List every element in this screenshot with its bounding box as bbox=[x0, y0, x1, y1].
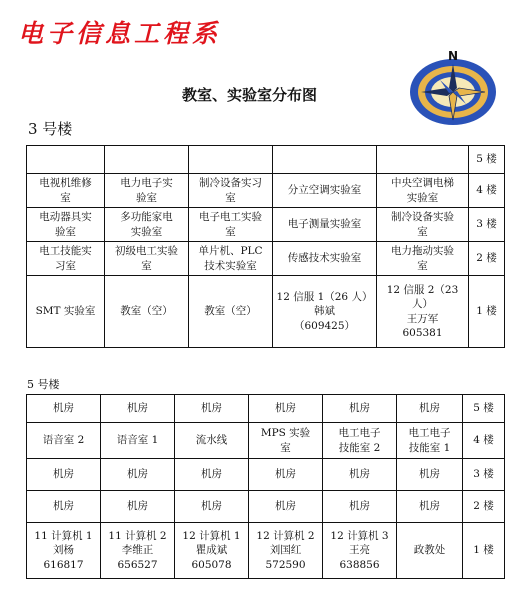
room-text: 机房 bbox=[419, 500, 440, 513]
floor-row bbox=[27, 523, 505, 579]
room-text: 电子电工实验 bbox=[199, 211, 262, 224]
room-cell bbox=[27, 208, 105, 242]
page-title: 教室、实验室分布图 bbox=[182, 86, 318, 104]
room-cell bbox=[273, 146, 377, 174]
room-cell bbox=[323, 491, 397, 523]
room-text: 制冷设备实验 bbox=[391, 211, 454, 224]
floor-row bbox=[27, 423, 505, 459]
floor-label: 3 楼 bbox=[463, 459, 505, 491]
room-text: 人） bbox=[412, 298, 433, 311]
room-cell bbox=[27, 146, 105, 174]
room-text: 656527 bbox=[117, 558, 158, 571]
room-cell bbox=[105, 242, 189, 276]
floor-label: 5 楼 bbox=[469, 146, 505, 174]
building-3-label: 3 号楼 bbox=[28, 120, 73, 138]
room-text: 12 计算机 3 bbox=[330, 530, 389, 543]
room-cell bbox=[397, 459, 463, 491]
room-text: 韩斌 bbox=[314, 305, 335, 318]
room-text: 11 计算机 1 bbox=[34, 530, 93, 543]
room-text: 638856 bbox=[339, 558, 380, 571]
room-cell bbox=[105, 276, 189, 348]
room-text: 机房 bbox=[419, 402, 440, 415]
room-text: 572590 bbox=[265, 558, 306, 571]
room-cell bbox=[273, 208, 377, 242]
room-cell bbox=[27, 174, 105, 208]
room-text: 语音室 2 bbox=[42, 434, 85, 447]
room-text: 11 计算机 2 bbox=[108, 530, 167, 543]
room-text: 机房 bbox=[53, 402, 74, 415]
room-text: 机房 bbox=[127, 402, 148, 415]
compass-icon bbox=[407, 48, 499, 128]
room-cell bbox=[397, 395, 463, 423]
floor-row bbox=[27, 146, 505, 174]
room-cell bbox=[323, 423, 397, 459]
room-text: 机房 bbox=[127, 468, 148, 481]
building-3-table bbox=[26, 145, 505, 348]
room-cell bbox=[27, 491, 101, 523]
room-text: 室 bbox=[417, 225, 428, 238]
room-text: 技能室 1 bbox=[408, 441, 451, 454]
room-cell bbox=[377, 174, 469, 208]
room-cell bbox=[273, 174, 377, 208]
room-text: 机房 bbox=[419, 468, 440, 481]
room-cell bbox=[273, 242, 377, 276]
room-cell bbox=[323, 459, 397, 491]
floor-label: 1 楼 bbox=[463, 523, 505, 579]
compass-north-label: N bbox=[447, 49, 459, 63]
room-cell bbox=[377, 276, 469, 348]
room-text: 605381 bbox=[402, 326, 443, 339]
floor-label: 5 楼 bbox=[463, 395, 505, 423]
room-text: 机房 bbox=[53, 468, 74, 481]
room-text: 室 bbox=[225, 191, 236, 204]
room-cell bbox=[397, 491, 463, 523]
room-cell bbox=[175, 395, 249, 423]
floor-label: 2 楼 bbox=[469, 242, 505, 276]
department-title: 电子信息工程系 bbox=[18, 19, 222, 48]
room-text: 机房 bbox=[201, 500, 222, 513]
room-text: 电力拖动实验 bbox=[391, 245, 454, 258]
room-text: 电工电子 bbox=[338, 427, 381, 440]
room-text: 机房 bbox=[349, 402, 370, 415]
room-cell bbox=[101, 523, 175, 579]
room-cell bbox=[101, 395, 175, 423]
floor-row bbox=[27, 174, 505, 208]
room-cell bbox=[189, 242, 273, 276]
room-cell bbox=[249, 395, 323, 423]
room-text: 机房 bbox=[201, 468, 222, 481]
room-text: 12 信服 1（26 人） bbox=[276, 291, 373, 304]
floor-row bbox=[27, 242, 505, 276]
room-text: 室 bbox=[60, 191, 71, 204]
room-cell bbox=[175, 523, 249, 579]
room-cell bbox=[377, 242, 469, 276]
room-cell bbox=[105, 146, 189, 174]
room-text: 分立空调实验室 bbox=[287, 184, 362, 197]
room-cell bbox=[397, 523, 463, 579]
room-text: 机房 bbox=[275, 500, 296, 513]
room-cell bbox=[101, 491, 175, 523]
room-text: 流水线 bbox=[195, 434, 228, 447]
room-cell bbox=[101, 423, 175, 459]
room-text: 刘杨 bbox=[53, 544, 74, 557]
room-text: 教室（空） bbox=[204, 305, 257, 318]
room-text: 室 bbox=[225, 225, 236, 238]
room-text: 传感技术实验室 bbox=[287, 252, 362, 265]
room-text: 12 计算机 1 bbox=[182, 530, 241, 543]
room-text: 语音室 1 bbox=[116, 434, 159, 447]
room-text: 电工电子 bbox=[408, 427, 451, 440]
room-text: 机房 bbox=[127, 500, 148, 513]
room-cell bbox=[27, 395, 101, 423]
room-cell bbox=[249, 491, 323, 523]
room-cell bbox=[105, 208, 189, 242]
floor-row bbox=[27, 276, 505, 348]
room-text: 机房 bbox=[201, 402, 222, 415]
room-text: 机房 bbox=[53, 500, 74, 513]
floor-label: 2 楼 bbox=[463, 491, 505, 523]
room-text: 机房 bbox=[349, 500, 370, 513]
room-cell bbox=[101, 459, 175, 491]
room-text: 习室 bbox=[55, 259, 76, 272]
room-text: 机房 bbox=[275, 468, 296, 481]
floor-row bbox=[27, 208, 505, 242]
floor-label: 3 楼 bbox=[469, 208, 505, 242]
building-5-label: 5 号楼 bbox=[27, 378, 60, 391]
room-text: 政教处 bbox=[413, 544, 446, 557]
room-text: 王万军 bbox=[406, 312, 439, 325]
room-text: 电力电子实 bbox=[120, 177, 173, 190]
room-text: 室 bbox=[141, 259, 152, 272]
room-text: 605078 bbox=[191, 558, 232, 571]
floor-label: 4 楼 bbox=[463, 423, 505, 459]
room-text: 中央空调电梯 bbox=[391, 177, 454, 190]
room-text: 实验室 bbox=[130, 225, 163, 238]
room-cell bbox=[249, 423, 323, 459]
room-text: 电视机维修 bbox=[39, 177, 92, 190]
floor-row bbox=[27, 491, 505, 523]
room-cell bbox=[175, 459, 249, 491]
room-text: 李维正 bbox=[121, 544, 154, 557]
room-text: 实验室 bbox=[406, 191, 439, 204]
room-cell bbox=[27, 459, 101, 491]
building-5-table bbox=[26, 394, 505, 579]
room-cell bbox=[273, 276, 377, 348]
room-cell bbox=[105, 174, 189, 208]
room-cell bbox=[175, 423, 249, 459]
room-text: 单片机、PLC bbox=[198, 245, 263, 258]
room-text: MPS 实验 bbox=[260, 427, 311, 440]
room-text: 刘国红 bbox=[269, 544, 302, 557]
room-text: 技术实验室 bbox=[204, 259, 257, 272]
room-text: 电子测量实验室 bbox=[287, 218, 362, 231]
room-text: 制冷设备实习 bbox=[199, 177, 262, 190]
floor-row bbox=[27, 395, 505, 423]
room-cell bbox=[189, 276, 273, 348]
room-cell bbox=[189, 208, 273, 242]
room-cell bbox=[189, 174, 273, 208]
floor-row bbox=[27, 459, 505, 491]
floor-label: 1 楼 bbox=[469, 276, 505, 348]
room-cell bbox=[249, 459, 323, 491]
room-text: 王亮 bbox=[349, 544, 370, 557]
room-cell bbox=[27, 276, 105, 348]
room-cell bbox=[27, 423, 101, 459]
room-cell bbox=[397, 423, 463, 459]
room-cell bbox=[249, 523, 323, 579]
room-text: 室 bbox=[280, 441, 291, 454]
room-text: 室 bbox=[417, 259, 428, 272]
room-text: 教室（空） bbox=[120, 305, 173, 318]
room-text: 瞿成斌 bbox=[195, 544, 228, 557]
room-text: 机房 bbox=[275, 402, 296, 415]
room-text: 12 信服 2（23 bbox=[386, 284, 459, 297]
room-text: 验室 bbox=[55, 225, 76, 238]
room-cell bbox=[27, 242, 105, 276]
room-cell bbox=[189, 146, 273, 174]
floor-label: 4 楼 bbox=[469, 174, 505, 208]
room-cell bbox=[323, 395, 397, 423]
room-cell bbox=[377, 208, 469, 242]
room-text: 多功能家电 bbox=[120, 211, 173, 224]
room-text: 616817 bbox=[43, 558, 84, 571]
room-text: 初级电工实验 bbox=[115, 245, 178, 258]
room-cell bbox=[175, 491, 249, 523]
room-text: 技能室 2 bbox=[338, 441, 381, 454]
room-cell bbox=[27, 523, 101, 579]
room-text: 电工技能实 bbox=[39, 245, 92, 258]
room-text: （609425） bbox=[293, 319, 356, 332]
room-text: 机房 bbox=[349, 468, 370, 481]
room-cell bbox=[377, 146, 469, 174]
room-text: 12 计算机 2 bbox=[256, 530, 315, 543]
room-text: 电动器具实 bbox=[39, 211, 92, 224]
room-text: 验室 bbox=[136, 191, 157, 204]
room-text: SMT 实验室 bbox=[35, 305, 96, 318]
room-cell bbox=[323, 523, 397, 579]
